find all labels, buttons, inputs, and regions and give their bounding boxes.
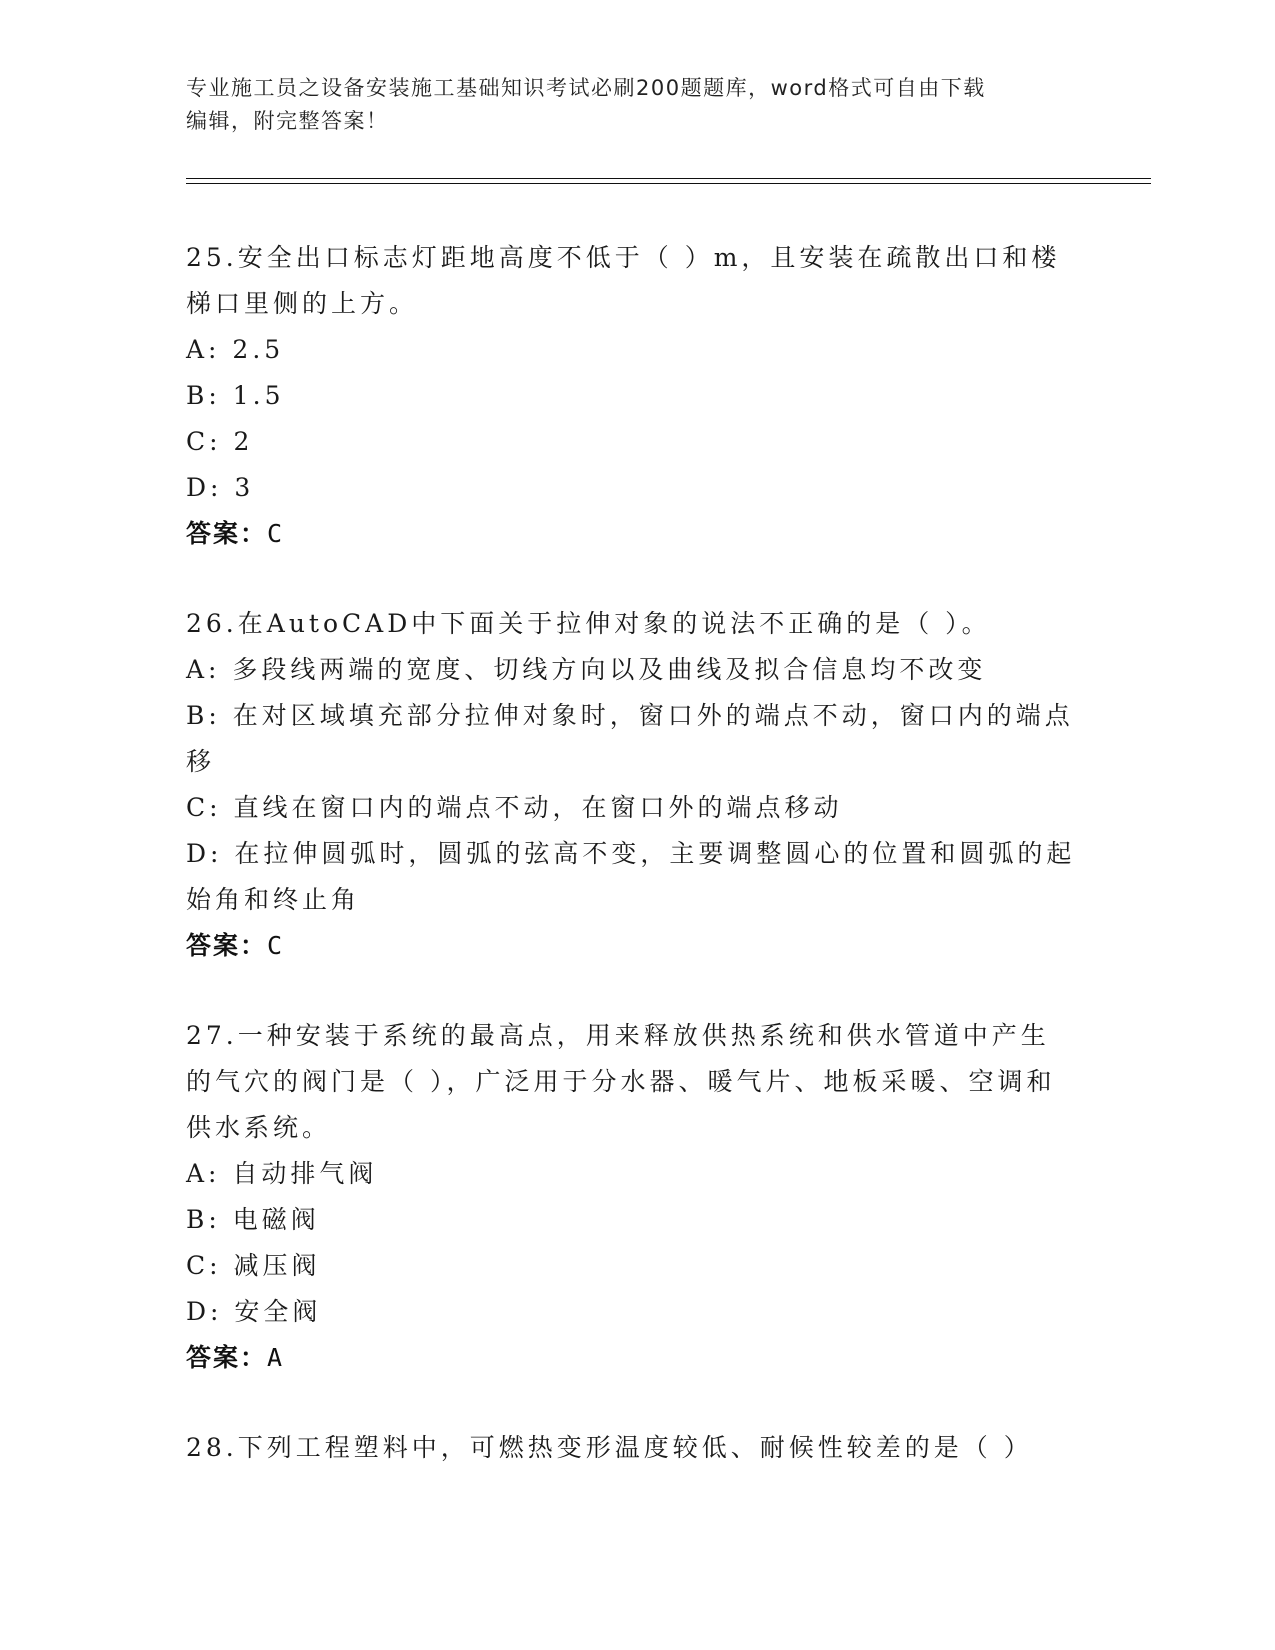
question-stem: 27.一种安装于系统的最高点，用来释放供热系统和供水管道中产生的气穴的阀门是（ ），广泛用于分水器、暖气片、地板采暖、空调和供水系统。 [186, 1021, 1056, 1142]
option-d: D: 安全阀 [186, 1297, 322, 1326]
answer-line [186, 923, 1076, 969]
option-d: D: 在拉伸圆弧时，圆弧的弦高不变，主要调整圆心的位置和圆弧的起始角和终止角 [186, 839, 1076, 914]
header-line-2: 编辑，附完整答案！ [186, 109, 389, 133]
option-b: B: 1.5 [186, 381, 285, 410]
option-c: C: 直线在窗口内的端点不动，在窗口外的端点移动 [186, 793, 843, 822]
option-d: D: 3 [186, 473, 255, 502]
question-25 [186, 235, 1076, 557]
answer-label: 答案： [186, 519, 268, 548]
answer-label: 答案： [186, 931, 268, 960]
question-stem: 28.下列工程塑料中，可燃热变形温度较低、耐候性较差的是（ ） [186, 1433, 1033, 1462]
header-line-1: 专业施工员之设备安装施工基础知识考试必刷200题题库，word格式可自由下载 [186, 76, 986, 100]
document-header [186, 72, 1066, 138]
answer-value: A [267, 1343, 285, 1372]
option-c: C: 减压阀 [186, 1251, 321, 1280]
option-c: C: 2 [186, 427, 254, 456]
question-27 [186, 1013, 1076, 1381]
question-28 [186, 1425, 1076, 1471]
question-stem: 25.安全出口标志灯距地高度不低于（ ）m，且安装在疏散出口和楼梯口里侧的上方。 [186, 243, 1061, 318]
answer-line [186, 511, 1076, 557]
option-b: B: 在对区域填充部分拉伸对象时，窗口外的端点不动，窗口内的端点移 [186, 701, 1074, 776]
question-list [186, 235, 1076, 1515]
question-stem: 26.在AutoCAD中下面关于拉伸对象的说法不正确的是（ ）。 [186, 609, 991, 638]
answer-line [186, 1335, 1076, 1381]
header-divider-top [186, 178, 1151, 179]
question-26 [186, 601, 1076, 969]
header-divider-bottom [186, 183, 1151, 184]
option-a: A: 自动排气阀 [186, 1159, 378, 1188]
answer-label: 答案： [186, 1343, 268, 1372]
option-b: B: 电磁阀 [186, 1205, 320, 1234]
option-a: A: 多段线两端的宽度、切线方向以及曲线及拟合信息均不改变 [186, 655, 987, 684]
option-a: A: 2.5 [186, 335, 285, 364]
answer-value: C [267, 519, 285, 548]
answer-value: C [267, 931, 285, 960]
